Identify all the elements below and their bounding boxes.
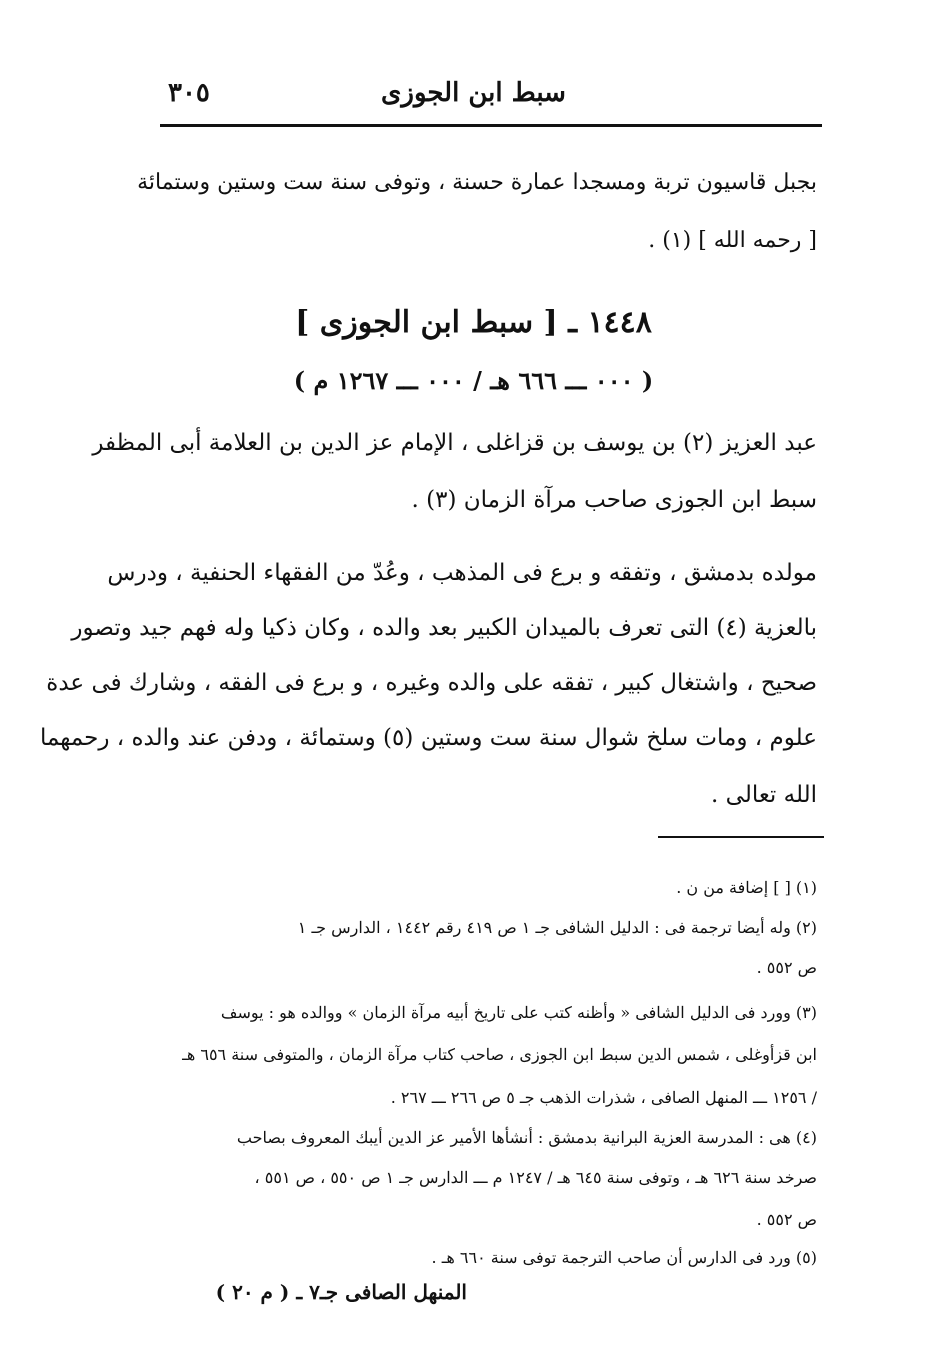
entry-name-line-2: سبط ابن الجوزى صاحب مرآة الزمان (٣) . [411,487,817,513]
page-number: ٣٠٥ [168,78,210,108]
intro-line-1: بجبل قاسيون تربة ومسجدا عمارة حسنة ، وتوفى سنة ست وستين وستمائة [137,170,817,195]
footnote-1: (١) [ ] إضافة من ن . [676,878,817,897]
body-line-4: علوم ، ومات سلخ شوال سنة ست وستين (٥) وستمائة ، ودفن عند والده ، رحمهما [39,725,817,751]
entry-name-line-1: عبد العزيز (٢) بن يوسف بن قزاغلى ، الإمام عز الدين بن العلامة أبى المظفر [92,430,817,456]
body-line-1: مولده بدمشق ، وتفقه و برع فى المذهب ، وعُدّ من الفقهاء الحنفية ، ودرس [107,560,817,586]
footnote-3-line-1: (٣) وورد فى الدليل الشافى « وأظنه كتب على تاريخ أبيه مرآة الزمان » ووالده هو : يوسف [220,1003,817,1022]
body-line-3: صحيح ، واشتغال كبير ، تفقه على والده وغيره ، و برع فى الفقه ، وشارك فى عدة [46,670,817,696]
entry-title: ١٤٤٨ ـ [ سبط ابن الجوزى ] [295,305,652,340]
footnote-4-line-3: ص ٥٥٢ . [756,1210,817,1229]
intro-line-2: [ رحمه الله ] (١) . [648,228,817,253]
footnote-3-line-2: ابن قزأوغلى ، شمس الدين سبط ابن الجوزى ، صاحب كتاب مرآة الزمان ، والمتوفى سنة ٦٥٦ هـ [182,1045,817,1064]
footnote-2-line-1: (٢) وله أيضا ترجمة فى : الدليل الشافى جـ ١ ص ٤١٩ رقم ١٤٤٢ ، الدارس جـ ١ [297,918,817,937]
footnote-4-line-1: (٤) هى : المدرسة العزية البرانية بدمشق : أنشأها الأمير عز الدين أيبك المعروف بصاحب [236,1128,817,1147]
entry-dates: ( ٠٠٠ ـــ ٦٦٦ هـ / ٠٠٠ ـــ ١٢٦٧ م ) [293,366,654,395]
footnote-4-line-2: صرخد سنة ٦٢٦ هـ ، وتوفى سنة ٦٤٥ هـ / ١٢٤٧ م ـــ الدارس جـ ١ ص ٥٥٠ ، ص ٥٥١ ، [254,1168,817,1187]
footnote-rule [658,836,824,838]
volume-signature: المنهل الصافى جـ٧ ـ ( م ٢٠ ) [215,1280,467,1304]
footnote-5: (٥) ورد فى الدارس أن صاحب الترجمة توفى سنة ٦٦٠ هـ . [431,1248,817,1267]
body-line-2: بالعزية (٤) التى تعرف بالميدان الكبير بعد والده ، وكان ذكيا وله فهم جيد وتصور [71,615,817,641]
header-rule [160,124,822,127]
body-line-5: الله تعالى . [711,782,817,808]
footnote-3-line-3: / ١٢٥٦ ـــ المنهل الصافى ، شذرات الذهب جـ ٥ ص ٢٦٦ ـــ ٢٦٧ . [390,1088,817,1107]
footnote-2-line-2: ص ٥٥٢ . [756,958,817,977]
running-header-title: سبط ابن الجوزى [381,78,566,108]
